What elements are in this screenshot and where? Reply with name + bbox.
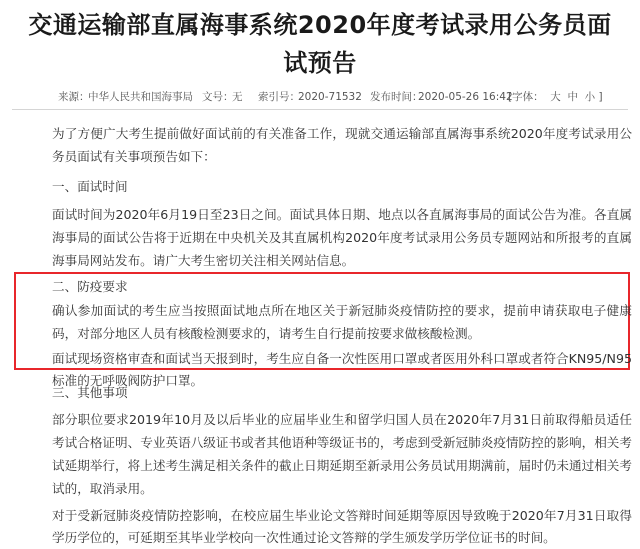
section-3-heading: 三、其他事项 xyxy=(52,385,128,400)
publish-date-label: 发布时间： xyxy=(370,91,423,103)
meta-divider xyxy=(12,109,628,110)
source-label: 来源： xyxy=(58,91,90,103)
intro-paragraph: 为了方便广大考生提前做好面试前的有关准备工作，现就交通运输部直属海事系统2020年度考试录用公务员面试有关事项预告如下： xyxy=(52,126,632,164)
publish-date-value: 2020-05-26 16:42 xyxy=(418,91,513,103)
doc-number-value: 无 xyxy=(232,91,243,103)
page-title-line-1: 交通运输部直属海事系统2020年度考试录用公务员面 xyxy=(28,11,612,39)
font-size-large-link[interactable]: 大 xyxy=(550,91,561,103)
doc-number-label: 文号： xyxy=(202,91,234,103)
section-3-paragraph-1: 部分职位要求2019年10月及以后毕业的应届毕业生和留学归国人员在2020年7月31日前取得船员适任考试合格证明、专业英语八级证书或者其他语种等级证书的，考虑到受新冠肺炎疫情防控的影响，相关考试延期举行，将上述考生满足相关条件的截止日期延期至新录用公务员试用期满前，届时仍未通过相关考试的，取消录用。 xyxy=(52,412,632,496)
font-size-small-link[interactable]: 小 xyxy=(584,91,596,103)
section-3-paragraph-2: 对于受新冠肺炎疫情防控影响，在校应届生毕业论文答辩时间延期等原因导致晚于2020年7月31日取得学历学位的，可延期至其毕业学校向一次性通过论文答辩的学生颁发学历学位证书的时间。 xyxy=(52,508,632,545)
font-size-medium-link[interactable]: 中 xyxy=(567,91,578,103)
section-1-paragraph: 面试时间为2020年6月19日至23日之间。面试具体日期、地点以各直属海事局的面试公告为准。各直属海事局的面试公告将于近期在中央机关及其直属机构2020年度考试录用公务员专题网站和所报考的直属海事局网站发布。请广大考生密切关注相关网站信息。 xyxy=(52,207,632,268)
section-1-heading: 一、面试时间 xyxy=(52,179,128,194)
section-2-paragraph-2: 面试现场资格审查和面试当天报到时，考生应自备一次性医用口罩或者医用外科口罩或者符合KN95/N95标准的无呼吸阀防护口罩。 xyxy=(52,351,632,388)
font-size-label: [字体： xyxy=(508,91,544,103)
section-2-paragraph-1: 确认参加面试的考生应当按照面试地点所在地区关于新冠肺炎疫情防控的要求，提前申请获取电子健康码，对部分地区人员有核酸检测要求的，请考生自行提前按要求做核酸检测。 xyxy=(52,303,632,341)
index-number-value: 2020-71532 xyxy=(298,91,362,103)
font-size-bracket-close: ] xyxy=(598,91,603,103)
section-2-heading: 二、防疫要求 xyxy=(52,279,128,294)
source-value: 中华人民共和国海事局 xyxy=(88,91,193,103)
font-size-control xyxy=(508,90,603,104)
index-number-label: 索引号： xyxy=(258,91,300,103)
page-title-line-2: 试预告 xyxy=(283,49,357,77)
